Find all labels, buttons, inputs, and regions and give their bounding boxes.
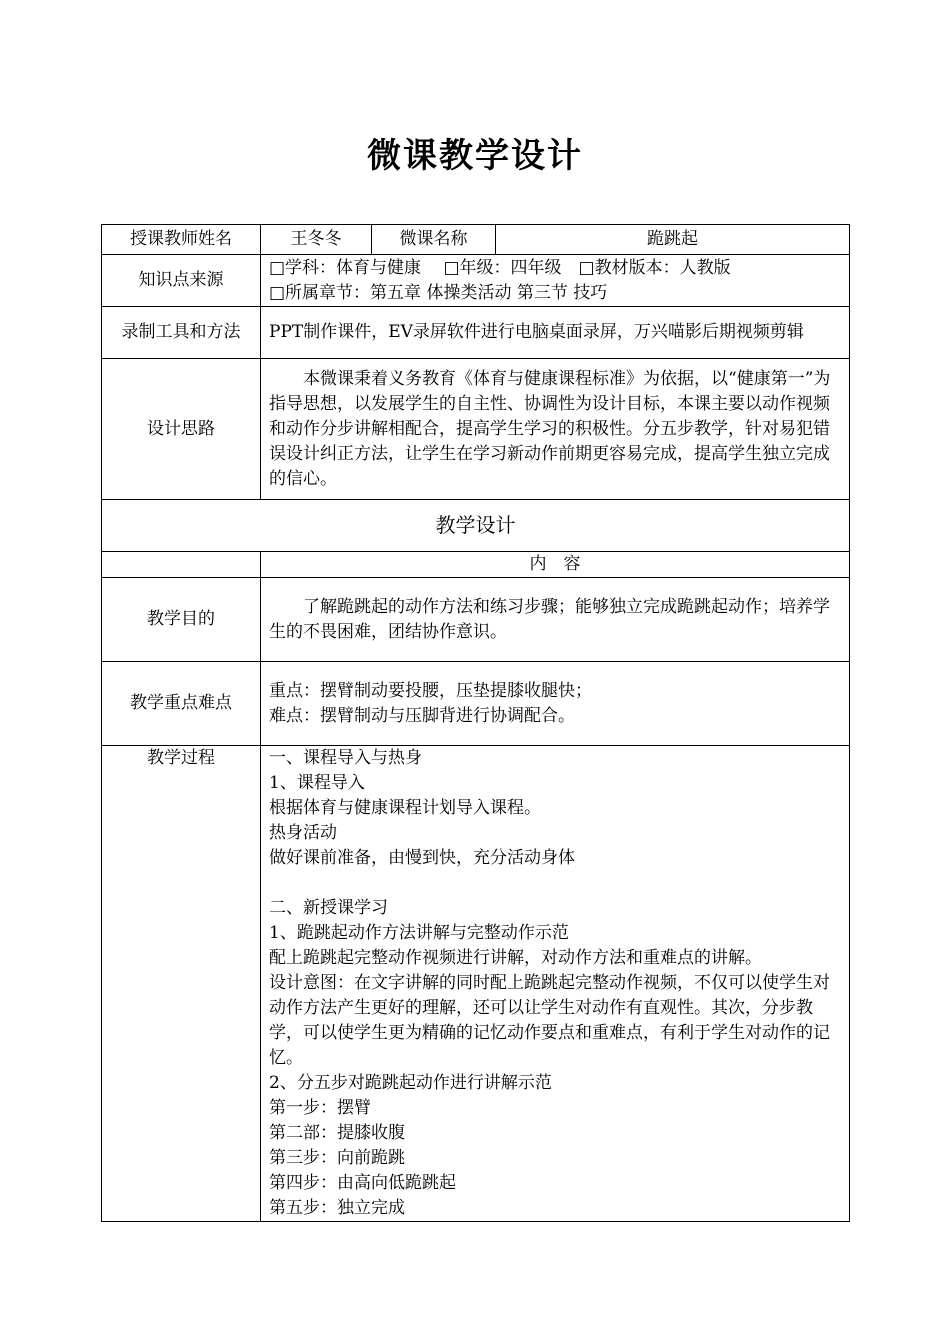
process-row [102,746,850,1222]
source-line-2: □所属章节：第五章 体操类活动 第三节 技巧 [269,282,608,303]
goal-label: 教学目的 [102,578,261,662]
section-row [102,500,850,552]
process-line: 2、分五步对跪跳起动作进行讲解示范 [269,1073,552,1093]
process-line: 设计意图：在文字讲解的同时配上跪跳起完整动作视频，不仅可以使学生对动作方法产生更好的理解，还可以让学生对动作有直观性。其次，分步教学，可以使学生更为精确的记忆动作要点和重难点，有利于学生对动作的记忆。 [269,973,830,1068]
teacher-label: 授课教师姓名 [102,225,261,255]
content-header: 内 容 [261,552,850,578]
content-header-row [102,552,850,578]
source-content [261,255,850,307]
source-line-1: □学科：体育与健康 □年级：四年级 □教材版本：人教版 [269,257,731,278]
process-line: 1、跪跳起动作方法讲解与完整动作示范 [269,923,569,943]
process-line: 第二部：提膝收腹 [269,1123,405,1143]
process-line: 做好课前准备，由慢到快，充分活动身体 [269,848,575,868]
tools-label: 录制工具和方法 [102,307,261,359]
process-blank-line [269,871,841,896]
key-row [102,662,850,746]
source-row [102,255,850,307]
process-line: 根据体育与健康课程计划导入课程。 [269,798,541,818]
process-line: 热身活动 [269,823,337,843]
process-label: 教学过程 [102,746,261,1222]
course-name: 跪跳起 [496,225,850,255]
difficulty-point: 难点：摆臂制动与压脚背进行协调配合。 [269,705,575,726]
process-line: 一、课程导入与热身 [269,748,422,768]
design-label: 设计思路 [102,359,261,500]
process-line: 二、新授课学习 [269,898,388,918]
process-line: 配上跪跳起完整动作视频进行讲解，对动作方法和重难点的讲解。 [269,948,762,968]
teacher-row [102,225,850,255]
page-title: 微课教学设计 [367,136,583,176]
tools-row [102,307,850,359]
goal-row [102,578,850,662]
design-table [101,224,850,1222]
section-title: 教学设计 [102,500,850,552]
tools-text: PPT制作课件，EV录屏软件进行电脑桌面录屏，万兴喵影后期视频剪辑 [261,307,850,359]
key-content [261,662,850,746]
process-line: 1、课程导入 [269,773,365,793]
source-label: 知识点来源 [102,255,261,307]
design-text: 本微课秉着义务教育《体育与健康课程标准》为依据，以“健康第一”为指导思想，以发展学生的自主性、协调性为设计目标，本课主要以动作视频和动作分步讲解相配合，提高学生学习的积极性。分五步教学，针对易犯错误设计纠正方法，让学生在学习新动作前期更容易完成，提高学生独立完成的信心。 [261,359,850,500]
design-row [102,359,850,500]
teacher-name: 王冬冬 [261,225,372,255]
process-line: 第一步：摆臂 [269,1098,371,1118]
process-content [261,746,850,1222]
process-line: 第五步：独立完成 [269,1198,405,1218]
key-label: 教学重点难点 [102,662,261,746]
content-header-empty [102,552,261,578]
process-line: 第三步：向前跪跳 [269,1148,405,1168]
key-point: 重点：摆臂制动要投腰，压垫提膝收腿快； [269,680,592,701]
course-label: 微课名称 [372,225,496,255]
goal-text: 了解跪跳起的动作方法和练习步骤；能够独立完成跪跳起动作；培养学生的不畏困难，团结协作意识。 [261,578,850,662]
process-line: 第四步：由高向低跪跳起 [269,1173,456,1193]
